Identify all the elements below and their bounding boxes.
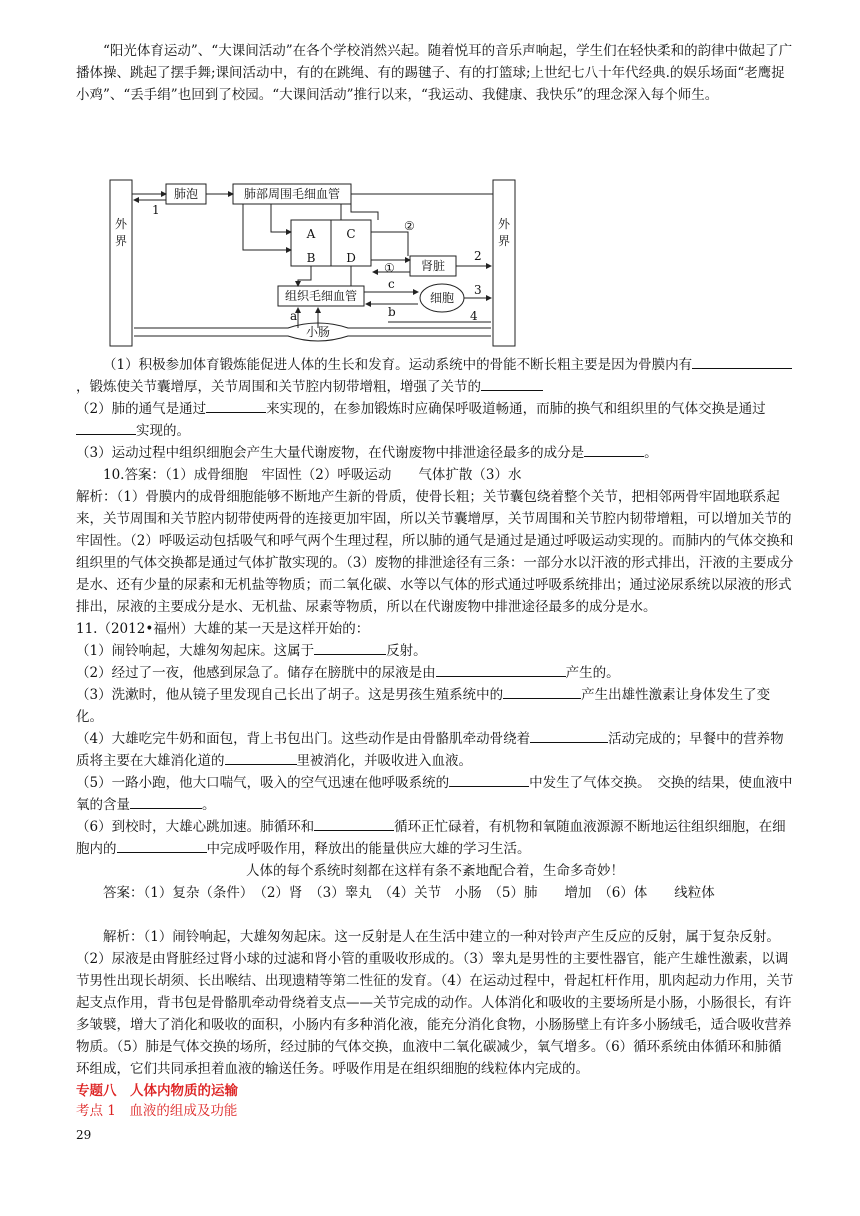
chamber-a: A — [306, 227, 316, 241]
path-c: c — [388, 277, 395, 291]
path-2: 2 — [474, 249, 482, 263]
answer-blank[interactable] — [530, 728, 608, 743]
answer-blank[interactable] — [584, 442, 644, 457]
q11-part5: （5）一路小跑，他大口喘气，吸入的空气迅速在他呼吸系统的 中发生了气体交换。 交换的结果，使血液中氧的含量 。 — [76, 772, 794, 816]
answer-blank[interactable] — [449, 772, 529, 787]
answer-blank[interactable] — [206, 398, 266, 413]
answer-blank[interactable] — [436, 662, 566, 677]
q11-part6: （6）到校时，大雄心跳加速。肺循环和 循环正忙碌着，有机物和氧随血液源源不断地运往组织细胞，在细胞内的 中完成呼吸作用，释放出的能量供应大雄的学习生活。 — [76, 816, 794, 860]
q11-part4: （4）大雄吃完牛奶和面包，背上书包出门。这些动作是由骨骼肌牵动骨绕着 活动完成的；早餐中的营养物质将主要在大雄消化道的 里被消化，并吸收进入血液。 — [76, 728, 794, 772]
answer-blank[interactable] — [117, 838, 207, 853]
path-b: b — [388, 305, 396, 319]
answer-blank[interactable] — [481, 376, 543, 391]
q10-part2: （2）肺的通气是通过 来实现的，在参加锻炼时应确保呼吸道畅通，而肺的换气和组织里的气体交换是通过实现的。 — [76, 398, 794, 442]
q10-part1: （1）积极参加体育锻炼能促进人体的生长和发育。运动系统中的骨能不断长粗主要是因为骨膜内有，锻炼使关节囊增厚，关节周围和关节腔内韧带增粗，增强了关节的 — [76, 354, 794, 398]
path-circle-2: ② — [404, 219, 415, 233]
physiology-diagram — [108, 176, 520, 350]
intro-paragraph: “阳光体育运动”、“大课间活动”在各个学校消然兴起。随着悦耳的音乐声响起，学生们在轻快柔和的韵律中做起了广播体操、跳起了摆手舞;课间活动中，有的在跳绳、有的踢毽子、有的打篮球;上世纪七八十年代经典.的娱乐场面“老鹰捉小鸡”、“丢手绢”也回到了校园。“大课间活动”推行以来，“我运动、我健康、我快乐”的理念深入每个师生。 — [76, 43, 793, 103]
answer-blank[interactable] — [314, 640, 386, 655]
path-a: a — [290, 309, 298, 323]
section-point: 考点 1 血液的组成及功能 — [76, 1103, 238, 1119]
path-1: 1 — [152, 203, 160, 217]
q11-part2: （2）经过了一夜，他感到尿急了。储存在膀胱中的尿液是由 产生的。 — [76, 662, 794, 684]
kidney-label: 肾脏 — [420, 259, 446, 273]
right-outside-label: 外界 — [497, 217, 511, 248]
q10-analysis: 解析：（1）骨膜内的成骨细胞能够不断地产生新的骨质，使骨长粗；关节囊包绕着整个关节，把相邻两骨牢固地联系起来，关节周围和关节腔内韧带使两骨的连接更加牢固，所以关节囊增厚，关节周围和关节腔内韧带增粗，可以增加关节的牢固性。（2）呼吸运动包括吸气和呼气两个生理过程，所以肺的通气是通过是通过呼吸运动实现的。而肺内的气体交换和组织里的气体交换都是通过气体扩散实现的。（3）废物的排泄途径有三条：一部分水以汗液的形式排出，汗液的主要成分是水、还有少量的尿素和无机盐等物质；而二氧化碳、水等以气体的形式通过呼吸系统排出；通过泌尿系统以尿液的形式排出，尿液的主要成分是水、无机盐、尿素等物质，所以在代谢废物中排泄途径最多的成分是水。 — [76, 489, 794, 615]
tissue-capillaries-label: 组织毛细血管 — [284, 289, 358, 303]
q11-title: 11.（2012•福州）大雄的某一天是这样开始的： — [76, 621, 370, 637]
section-title: 专题八 人体内物质的运输 — [76, 1083, 238, 1099]
q11-analysis: 解析：（1）闹铃响起，大雄匆匆起床。这一反射是人在生活中建立的一种对铃声产生反应的反射，属于复杂反射。（2）尿液是由肾脏经过肾小球的过滤和肾小管的重吸收形成的。（3）睾丸是男性的主要性器官，能产生雄性激素，以调节男性出现长胡须、长出喉结、出现遗精等第二性征的发育。（4）在运动过程中，骨起杠杆作用，肌肉起动力作用，关节起支点作用，背书包是骨骼肌牵动骨绕着支点——关节完成的动作。人体消化和吸收的主要场所是小肠，小肠很长，有许多皱襞，增大了消化和吸收的面积，小肠内有多种消化液，能充分消化食物，小肠肠壁上有许多小肠绒毛，适合吸收营养物质。（5）肺是气体交换的场所，经过肺的气体交换，血液中二氧化碳减少，氧气增多。（6）循环系统由体循环和肺循环组成，它们共同承担着血液的输送任务。呼吸作用是在组织细胞的线粒体内完成的。 — [76, 929, 794, 1077]
q11-answer: 答案：（1）复杂（条件） （2）肾 （3）睾丸 （4）关节 小肠 （5）肺 增加 （6）体 线粒体 — [103, 885, 715, 901]
answer-blank[interactable] — [225, 750, 297, 765]
answer-blank[interactable] — [692, 354, 792, 369]
chamber-d: D — [346, 251, 356, 265]
answer-blank[interactable] — [76, 420, 136, 435]
path-4: 4 — [470, 309, 478, 323]
lung-capillaries-label: 肺部周围毛细血管 — [243, 187, 341, 201]
chamber-b: B — [306, 251, 316, 265]
cell-label: 细胞 — [429, 291, 455, 305]
q10-answer: 10.答案：（1）成骨细胞 牢固性（2）呼吸运动 气体扩散（3）水 — [103, 467, 522, 483]
q11-closing: 人体的每个系统时刻都在这样有条不紊地配合着，生命多奇妙！ — [246, 863, 624, 879]
answer-blank[interactable] — [130, 794, 202, 809]
path-3: 3 — [474, 283, 482, 297]
q11-part3: （3）洗漱时，他从镜子里发现自己长出了胡子。这是男孩生殖系统中的 产生出雄性激素让身体发生了变化。 — [76, 684, 794, 728]
left-outside-label: 外界 — [114, 217, 128, 248]
answer-blank[interactable] — [503, 684, 581, 699]
q10-part3: （3）运动过程中组织细胞会产生大量代谢废物，在代谢废物中排泄途径最多的成分是 。 — [76, 442, 794, 464]
alveoli-label: 肺泡 — [173, 187, 199, 201]
path-circle-1: ① — [384, 261, 395, 275]
page-number: 29 — [76, 1128, 92, 1142]
small-intestine-label: 小肠 — [305, 325, 331, 339]
q11-part1: （1）闹铃响起，大雄匆匆起床。这属于 反射。 — [76, 640, 794, 662]
answer-blank[interactable] — [314, 816, 394, 831]
chamber-c: C — [346, 227, 356, 241]
